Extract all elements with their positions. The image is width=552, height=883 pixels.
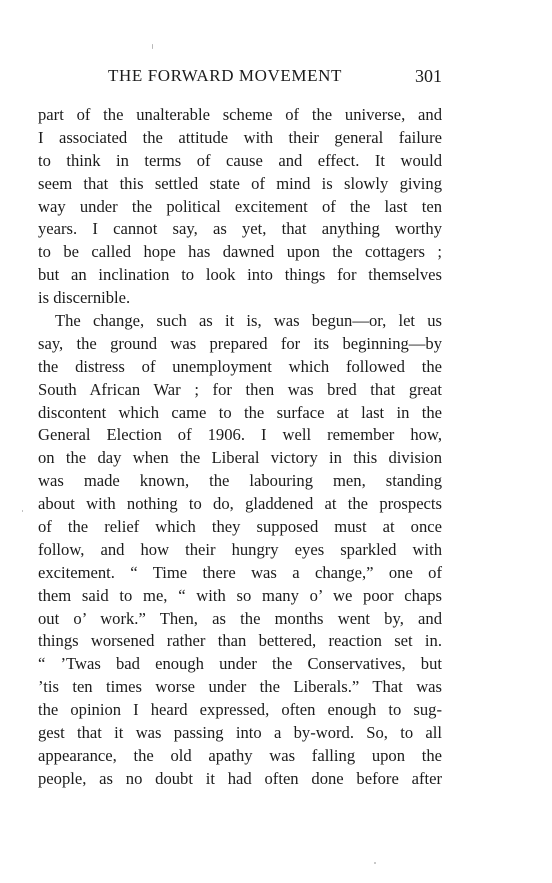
text-line: the opinion I heard expressed, often enough to sug- (38, 700, 442, 720)
body-text (38, 104, 442, 791)
text-line: appearance, the old apathy was falling upon the (38, 745, 442, 765)
text-line: seem that this settled state of mind is slowly giving (38, 173, 442, 193)
page-header (38, 66, 442, 92)
text-line: them said to me, “ with so many o’ we poor chaps (38, 585, 442, 605)
running-head: THE FORWARD MOVEMENT (108, 66, 342, 85)
text-line: South African War ; for then was bred that great (38, 379, 442, 399)
text-line: part of the unalterable scheme of the universe, and (38, 105, 442, 124)
scan-speck (374, 862, 376, 864)
text-line: I associated the attitude with their general failure (38, 127, 442, 147)
text-line: excitement. “ Time there was a change,” one of (38, 562, 442, 582)
text-line: follow, and how their hungry eyes sparkled with (38, 539, 442, 559)
text-line: about with nothing to do, gladdened at the prospects (38, 494, 442, 514)
scan-speck (22, 510, 23, 512)
text-line: years. I cannot say, as yet, that anything worthy (38, 219, 442, 239)
text-line: people, as no doubt it had often done before after (38, 768, 442, 788)
text-line: say, the ground was prepared for its beginning—by (38, 333, 442, 353)
page-number: 301 (415, 66, 442, 86)
text-line: gest that it was passing into a by-word. So, to all (38, 723, 442, 743)
text-line: “ ’Twas bad enough under the Conservatives, but (38, 654, 442, 674)
text-line: the distress of unemployment which followed the (38, 356, 442, 376)
text-line: things worsened rather than bettered, reaction set in. (38, 631, 442, 651)
paragraph-end-line: is discernible. (38, 288, 131, 308)
text-line: out o’ work.” Then, as the months went by, and (38, 608, 442, 628)
text-line: to be called hope has dawned upon the cottagers ; (38, 242, 442, 262)
text-line: ’tis ten times worse under the Liberals.” That was (38, 677, 442, 697)
text-line: was made known, the labouring men, standing (38, 471, 442, 491)
text-line: but an inclination to look into things for themselves (38, 265, 442, 285)
scan-speck (152, 44, 153, 49)
text-line: discontent which came to the surface at last in the (38, 402, 442, 422)
text-line: on the day when the Liberal victory in this division (38, 448, 442, 468)
paragraph-start-line: The change, such as it is, was begun—or, let us (55, 311, 442, 331)
text-line: to think in terms of cause and effect. It would (38, 150, 442, 170)
text-line: General Election of 1906. I well remember how, (38, 425, 442, 445)
text-line: of the relief which they supposed must at once (38, 517, 442, 537)
text-line: way under the political excitement of the last ten (38, 196, 442, 216)
